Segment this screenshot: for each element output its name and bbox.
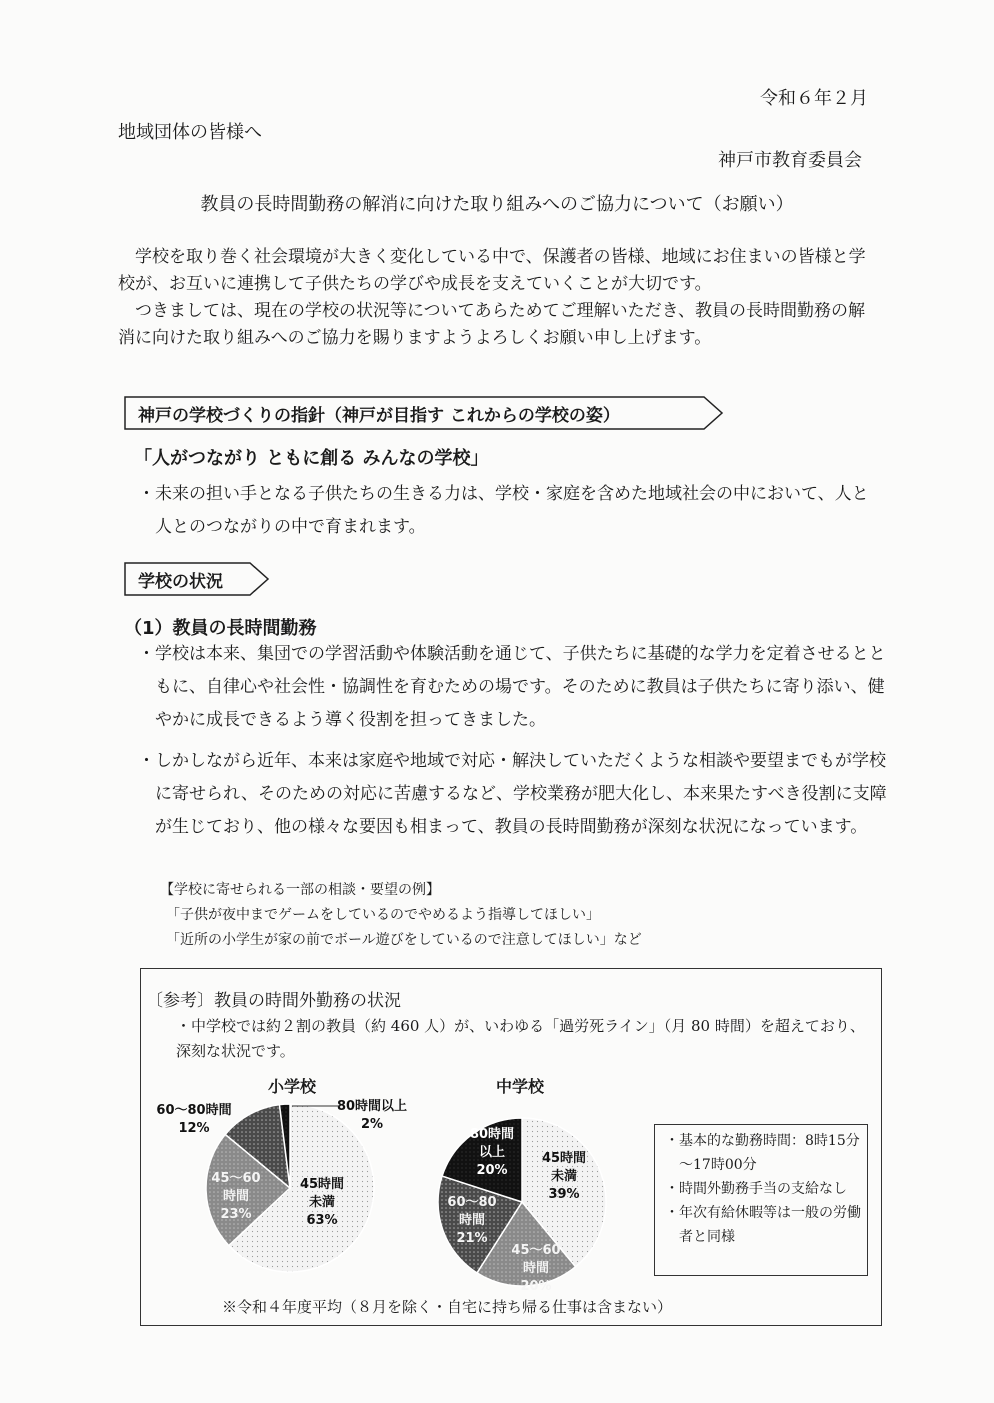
example-1: 「子供が夜中までゲームをしているのでやめるよう指導してほしい」 xyxy=(166,907,600,923)
slice-label: 45時間 xyxy=(541,1151,587,1166)
slice-label: 80時間 xyxy=(469,1127,515,1142)
slice-label: 80時間以上 xyxy=(336,1099,408,1114)
slice-label: 未満 xyxy=(308,1195,336,1210)
status-bullet-2: ・しかしながら近年、本来は家庭や地域で対応・解決していただくような相談や要望までもが学校に寄せられ、そのための対応に苦慮するなど、学校業務が肥大化し、本来果たすべき役割に支障が生じており、他の様々な要因も相まって、教員の長時間勤務が深刻な状況になっています。 xyxy=(138,751,887,837)
reference-note: ※令和４年度平均（８月を除く・自宅に持ち帰る仕事は含まない） xyxy=(222,1298,673,1316)
section-heading-status-label: 学校の状況 xyxy=(138,572,223,592)
slice-label: 20% xyxy=(520,1279,552,1294)
info-item: ・時間外勤務手当の支給なし xyxy=(665,1181,847,1197)
chart-title-junior-high: 中学校 xyxy=(496,1077,545,1096)
pie-charts xyxy=(140,1094,650,1294)
guideline-bullets xyxy=(138,478,878,544)
work-conditions-box xyxy=(654,1124,868,1276)
slice-label: 23% xyxy=(220,1207,252,1222)
slice-label: 時間 xyxy=(458,1213,486,1228)
section-heading-status xyxy=(124,562,270,596)
slice-label: 20% xyxy=(476,1163,508,1178)
slice-label: 63% xyxy=(306,1213,338,1228)
intro-paragraph-1: 学校を取り巻く社会環境が大きく変化している中で、保護者の皆様、地域にお住まいの皆様と学校が、お互いに連携して子供たちの学びや成長を支えていくことが大切です。 xyxy=(118,247,866,294)
status-bullet-1: ・学校は本来、集団での学習活動や体験活動を通じて、子供たちに基礎的な学力を定着させるとともに、自律心や社会性・協調性を育むための場です。そのために教員は子供たちに寄り添い、健やかに成長できるよう導く役割を担ってきました。 xyxy=(138,644,886,730)
section-heading-guideline xyxy=(124,396,724,430)
reference-title: 〔参考〕教員の時間外勤務の状況 xyxy=(146,991,401,1011)
section-heading-guideline-label: 神戸の学校づくりの指針（神戸が目指す これからの学校の姿） xyxy=(138,406,620,426)
info-item: ・年次有給休暇等は一般の労働者と同様 xyxy=(665,1205,861,1245)
slice-label: 45～60 xyxy=(211,1171,261,1186)
slice-label: 時間 xyxy=(522,1261,550,1276)
slice-label: 39% xyxy=(548,1187,580,1202)
status-bullets xyxy=(138,638,890,844)
slice-label: 45～60 xyxy=(511,1243,561,1258)
slice-label: 45時間 xyxy=(299,1177,345,1192)
reference-text: ・中学校では約２割の教員（約 460 人）が、いわゆる「過労死ライン」（月 80 時間）を超えており、深刻な状況です。 xyxy=(176,1017,865,1060)
slice-label: 60～80 xyxy=(447,1195,497,1210)
intro xyxy=(118,244,880,352)
slice-label: 時間 xyxy=(222,1189,250,1204)
chart-title-elementary: 小学校 xyxy=(268,1077,317,1096)
slice-label: 12% xyxy=(178,1121,210,1136)
slice-label: 以上 xyxy=(478,1145,506,1160)
subheading-long-hours: （1）教員の長時間勤務 xyxy=(124,618,317,639)
request-examples xyxy=(160,878,642,953)
slice-label: 2% xyxy=(360,1117,384,1132)
issue-date: 令和６年２月 xyxy=(760,88,868,109)
example-2: 「近所の小学生が家の前でボール遊びをしているので注意してほしい」など xyxy=(166,932,642,948)
examples-title: 【学校に寄せられる一部の相談・要望の例】 xyxy=(160,882,440,898)
document-title: 教員の長時間勤務の解消に向けた取り組みへのご協力について（お願い） xyxy=(200,194,794,215)
slice-label: 未満 xyxy=(550,1169,578,1184)
issuer: 神戸市教育委員会 xyxy=(718,150,862,171)
slice-label: 60～80時間 xyxy=(156,1103,232,1118)
addressee: 地域団体の皆様へ xyxy=(118,122,262,143)
intro-paragraph-2: つきましては、現在の学校の状況等についてあらためてご理解いただき、教員の長時間勤務の解消に向けた取り組みへのご協力を賜りますようよろしくお願い申し上げます。 xyxy=(118,301,865,348)
info-item: ・基本的な勤務時間：8時15分～17時00分 xyxy=(665,1133,860,1173)
guideline-bullet: ・未来の担い手となる子供たちの生きる力は、学校・家庭を含めた地域社会の中において、人と人とのつながりの中で育まれます。 xyxy=(138,484,869,537)
slice-label: 21% xyxy=(456,1231,488,1246)
slogan: 「人がつながり ともに創る みんなの学校」 xyxy=(134,448,489,469)
